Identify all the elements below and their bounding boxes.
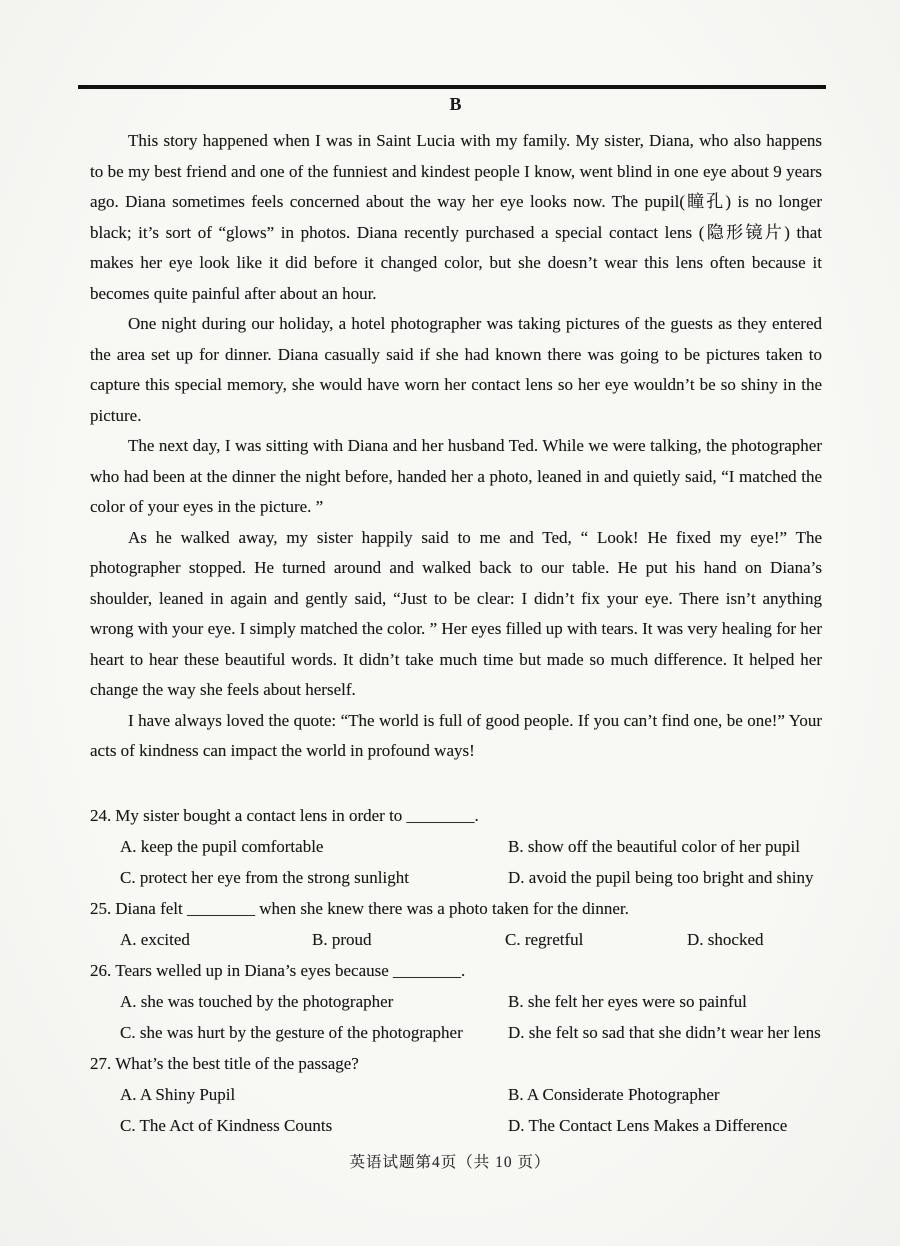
question-24-option-b: B. show off the beautiful color of her pupil	[508, 837, 800, 856]
reading-passage	[90, 126, 822, 767]
question-25-option-b: B. proud	[312, 930, 372, 949]
question-24-option-a: A. keep the pupil comfortable	[120, 837, 324, 856]
question-26-option-b: B. she felt her eyes were so painful	[508, 992, 747, 1011]
question-25-options	[90, 924, 830, 955]
header-divider	[78, 85, 826, 89]
question-24-options	[90, 831, 830, 893]
passage-paragraph-2: One night during our holiday, a hotel photographer was taking pictures of the guests as they entered the area set up for dinner. Diana casually said if she had known there was going to be pictures taken to capture this special memory, she would have worn her contact lens so her eye wouldn’t be so shiny in the picture.	[90, 314, 822, 425]
question-27-option-b: B. A Considerate Photographer	[508, 1085, 720, 1104]
question-26-text: Tears welled up in Diana’s eyes because ________.	[115, 961, 466, 980]
question-24-stem	[90, 800, 830, 831]
question-25-option-d: D. shocked	[687, 930, 764, 949]
question-26-option-a: A. she was touched by the photographer	[120, 992, 394, 1011]
question-26-option-d: D. she felt so sad that she didn’t wear her lens	[508, 1023, 821, 1042]
question-27-text: What’s the best title of the passage?	[115, 1054, 359, 1073]
question-27-number: 27.	[90, 1054, 112, 1073]
page-footer: 英语试题第4页（共 10 页）	[349, 1154, 551, 1171]
question-27-stem	[90, 1048, 830, 1079]
question-27-option-a: A. A Shiny Pupil	[120, 1085, 236, 1104]
question-27-option-c: C. The Act of Kindness Counts	[120, 1116, 333, 1135]
section-heading: B	[449, 94, 463, 114]
questions-section	[90, 800, 830, 1141]
question-26-options	[90, 986, 830, 1048]
passage-paragraph-4: As he walked away, my sister happily said to me and Ted, “ Look! He fixed my eye!” The photographer stopped. He turned around and walked back to our table. He put his hand on Diana’s shoulder, leaned in again and gently said, “Just to be clear: I didn’t fix your eye. There isn’t anything wrong with your eye. I simply matched the color. ” Her eyes filled up with tears. It was very healing for her heart to hear these beautiful words. It didn’t take much time but made so much difference. It helped her change the way she feels about herself.	[90, 527, 822, 699]
question-24-option-c: C. protect her eye from the strong sunlight	[120, 868, 409, 887]
question-25-text: Diana felt ________ when she knew there was a photo taken for the dinner.	[115, 899, 629, 918]
question-25-stem	[90, 893, 830, 924]
question-24	[90, 800, 830, 893]
question-25-option-c: C. regretful	[505, 930, 584, 949]
question-26-stem	[90, 955, 830, 986]
question-25-number: 25.	[90, 899, 112, 918]
question-26-option-c: C. she was hurt by the gesture of the photographer	[120, 1023, 463, 1042]
question-27-options	[90, 1079, 830, 1141]
question-24-text: My sister bought a contact lens in order to ________.	[115, 806, 479, 825]
question-26-number: 26.	[90, 961, 112, 980]
question-24-option-d: D. avoid the pupil being too bright and shiny	[508, 868, 814, 887]
passage-paragraph-1: This story happened when I was in Saint Lucia with my family. My sister, Diana, who also happens to be my best friend and one of the funniest and kindest people I know, went blind in one eye about 9 years ago. Diana sometimes feels concerned about the way her eye looks now. The pupil(瞳孔) is no longer black; it’s sort of “glows” in photos. Diana recently purchased a special contact lens (隐形镜片) that makes her eye look like it did before it changed color, but she doesn’t wear this lens often because it becomes quite painful after about an hour.	[90, 131, 822, 303]
question-24-number: 24.	[90, 806, 112, 825]
question-26	[90, 955, 830, 1048]
question-27-option-d: D. The Contact Lens Makes a Difference	[508, 1116, 788, 1135]
passage-paragraph-5: I have always loved the quote: “The world is full of good people. If you can’t find one, be one!” Your acts of kindness can impact the world in profound ways!	[90, 710, 822, 760]
question-25	[90, 893, 830, 955]
question-25-option-a: A. excited	[120, 930, 190, 949]
question-27	[90, 1048, 830, 1141]
passage-paragraph-3: The next day, I was sitting with Diana and her husband Ted. While we were talking, the photographer who had been at the dinner the night before, handed her a photo, leaned in and quietly said, “I matched the color of your eyes in the picture. ”	[90, 436, 822, 516]
